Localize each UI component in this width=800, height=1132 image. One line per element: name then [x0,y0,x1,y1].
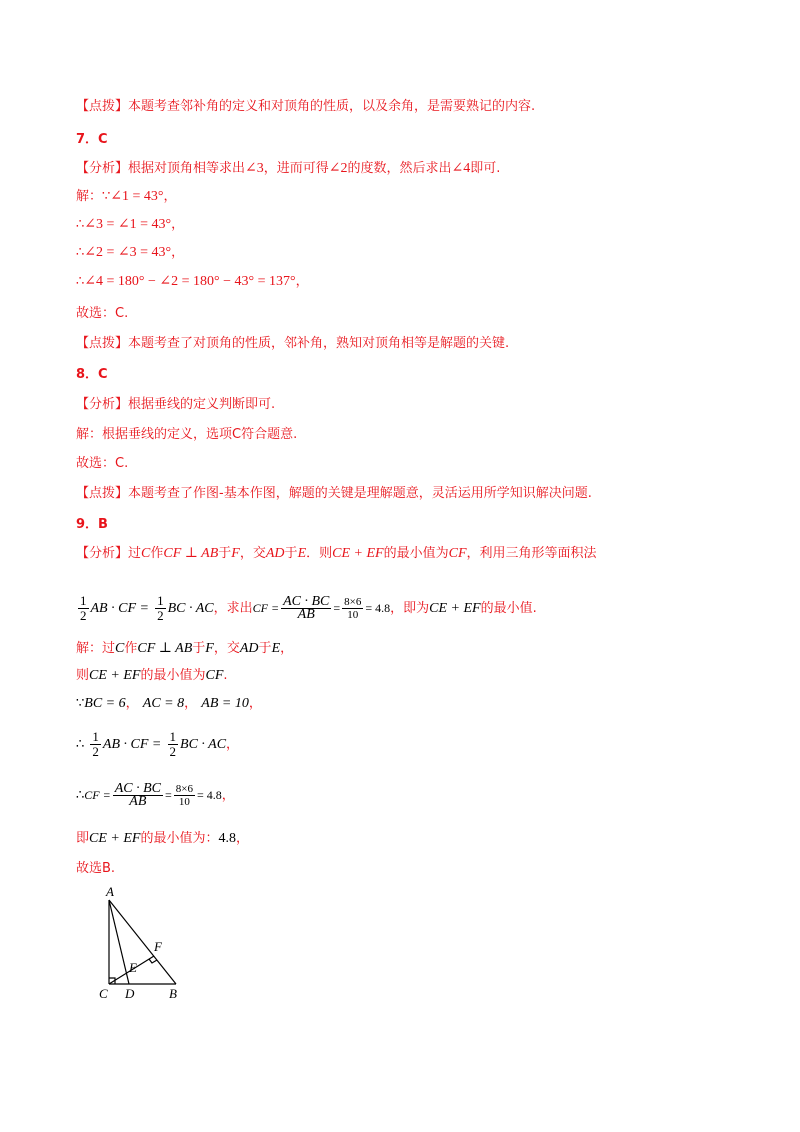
answer-q8: 8．C [76,367,108,382]
label-f: F [154,939,162,954]
tip-q6: 【点拨】本题考查邻补角的定义和对顶角的性质，以及余角，是需要熟记的内容. [76,99,536,114]
fraction-acbc-ab: $\frac{AC \cdot BC}{AB}$ [283,594,330,622]
solution-q8: 解：根据垂线的定义，选项C符合题意. [76,427,298,442]
solution-q9-line4: ∴ $\frac{1}{2}$ AB · CF = $\frac{1}{2}$ BC · AC， [76,729,240,759]
solution-q9-line5: ∴CF = $\frac{AC \cdot BC}{AB}$ = $\frac{8\times 6}{10}$ = 4.8， [76,781,235,809]
solution-q7-line4: ∴∠4 = 180° − ∠2 = 180° − 43° = 137°， [76,274,309,289]
solution-q9-line3: ∵BC = 6， AC = 8， AB = 10， [76,696,262,711]
fraction-acbc-ab: $\frac{AC \cdot BC}{AB}$ [114,781,161,809]
analysis-q8: 【分析】根据垂线的定义判断即可. [76,397,276,412]
label-b: B [169,986,177,1001]
fraction-half: $\frac{1}{2}$ [80,593,87,623]
label-d: D [125,986,135,1001]
solution-q7-line1: 解：∵∠1 = 43°， [76,189,177,204]
tip-q8: 【点拨】本题考查了作图-基本作图，解题的关键是理解题意，灵活运用所学知识解决问题. [76,486,592,501]
solution-q9-line2: 则CE + EF的最小值为CF. [76,668,228,683]
solution-q9-line6: 即CE + EF的最小值为：4.8， [76,831,249,846]
triangle-figure [96,882,196,1004]
label-c: C [99,986,108,1001]
analysis-q9-line2: $\frac{1}{2}$ AB · CF = $\frac{1}{2}$ BC · AC，求出CF = $\frac{AC \cdot BC}{AB}$ = $\frac{8\times 6}{10}$ = 4.8，即为CE + EF的最小值. [80,593,537,623]
fraction-48-10: $\frac{8\times 6}{10}$ [344,596,362,621]
label-a: A [106,884,114,899]
solution-q7-line2: ∴∠3 = ∠1 = 43°， [76,217,185,232]
solution-q9-line1: 解：过C作CF ⊥ AB于F，交AD于E， [76,641,294,656]
solution-q7-line3: ∴∠2 = ∠3 = 43°， [76,245,185,260]
fraction-half: $\frac{1}{2}$ [169,729,177,759]
tip-q7: 【点拨】本题考查了对顶角的性质，邻补角，熟知对顶角相等是解题的关键. [76,336,510,351]
label-e: E [129,960,137,975]
fraction-half: $\frac{1}{2}$ [157,593,164,623]
answer-q9: 9．B [76,517,108,532]
fraction-half: $\frac{1}{2}$ [92,729,99,759]
analysis-q7: 【分析】根据对顶角相等求出∠3，进而可得∠2的度数，然后求出∠4即可. [76,161,501,176]
answer-q7: 7．C [76,132,108,147]
choice-q7: 故选：C. [76,306,129,321]
fraction-48-10: $\frac{8\times 6}{10}$ [175,783,193,808]
choice-q9: 故选B. [76,861,116,876]
analysis-q9-line1: 【分析】过C作CF ⊥ AB于F，交AD于E．则CE + EF的最小值为CF，利用三角形等面积法 [76,546,597,561]
choice-q8: 故选：C. [76,456,129,471]
